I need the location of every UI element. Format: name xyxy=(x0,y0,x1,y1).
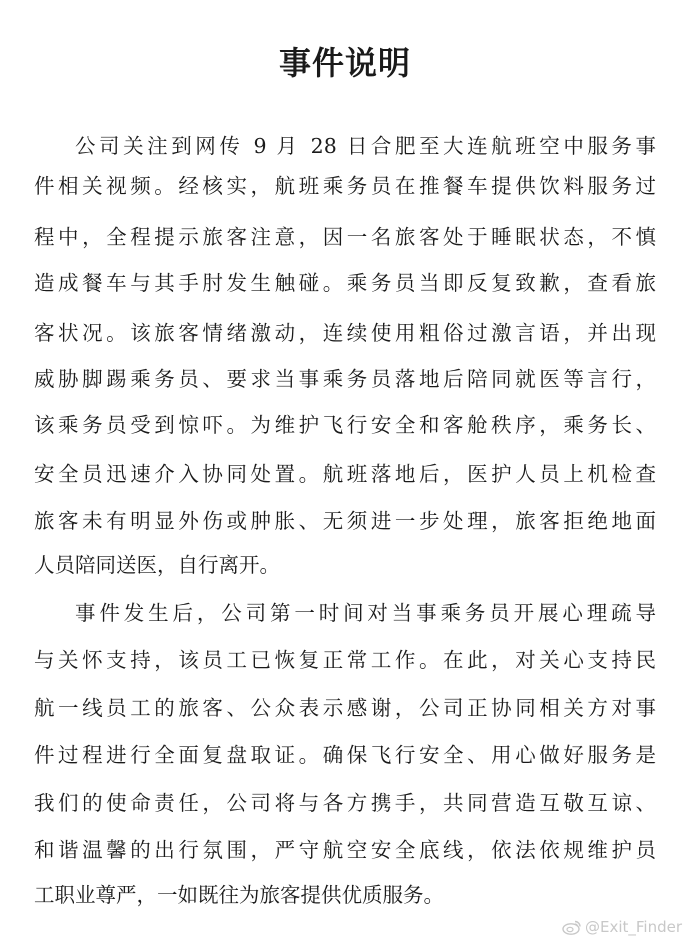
paragraph-1-line-3: 程中，全程提示旅客注意，因一名旅客处于睡眠状态，不慎 xyxy=(34,225,656,249)
paragraph-1-line-5: 客状况。该旅客情绪激动，连续使用粗俗过激言语，并出现 xyxy=(34,321,656,345)
weibo-watermark xyxy=(562,918,682,936)
paragraph-2-line-1: 事件发生后，公司第一时间对当事乘务员开展心理疏导 xyxy=(75,601,656,625)
paragraph-2-line-2: 与关怀支持，该员工已恢复正常工作。在此，对关心支持民 xyxy=(34,648,656,672)
paragraph-2-line-5: 我们的使命责任，公司将与各方携手，共同营造互敬互谅、 xyxy=(34,791,656,815)
paragraph-1-line-6: 威胁脚踢乘务员、要求当事乘务员落地后陪同就医等言行， xyxy=(34,367,656,391)
paragraph-2-line-3: 航一线员工的旅客、公众表示感谢，公司正协同相关方对事 xyxy=(34,696,656,720)
paragraph-1-line-10: 人员陪同送医，自行离开。 xyxy=(34,553,280,577)
paragraph-2-line-4: 件过程进行全面复盘取证。确保飞行安全、用心做好服务是 xyxy=(34,743,656,767)
weibo-icon xyxy=(562,919,582,935)
paragraph-1-line-7: 该乘务员受到惊吓。为维护飞行安全和客舱秩序，乘务长、 xyxy=(34,413,656,437)
watermark-text: @Exit_Finder xyxy=(584,918,682,936)
paragraph-1-line-2: 件相关视频。经核实，航班乘务员在推餐车提供饮料服务过 xyxy=(34,174,656,198)
paragraph-1-line-1: 公司关注到网传 9 月 28 日合肥至大连航班空中服务事 xyxy=(75,134,656,158)
paragraph-1-line-4: 造成餐车与其手肘发生触碰。乘务员当即反复致歉，查看旅 xyxy=(34,271,656,295)
paragraph-1-line-9: 旅客未有明显外伤或肿胀、无须进一步处理，旅客拒绝地面 xyxy=(34,509,656,533)
document-title: 事件说明 xyxy=(278,44,411,82)
paragraph-1-line-8: 安全员迅速介入协同处置。航班落地后，医护人员上机检查 xyxy=(34,462,656,486)
paragraph-2-line-6: 和谐温馨的出行氛围，严守航空安全底线，依法依规维护员 xyxy=(34,838,656,862)
paragraph-2-line-7: 工职业尊严，一如既往为旅客提供优质服务。 xyxy=(34,883,444,907)
